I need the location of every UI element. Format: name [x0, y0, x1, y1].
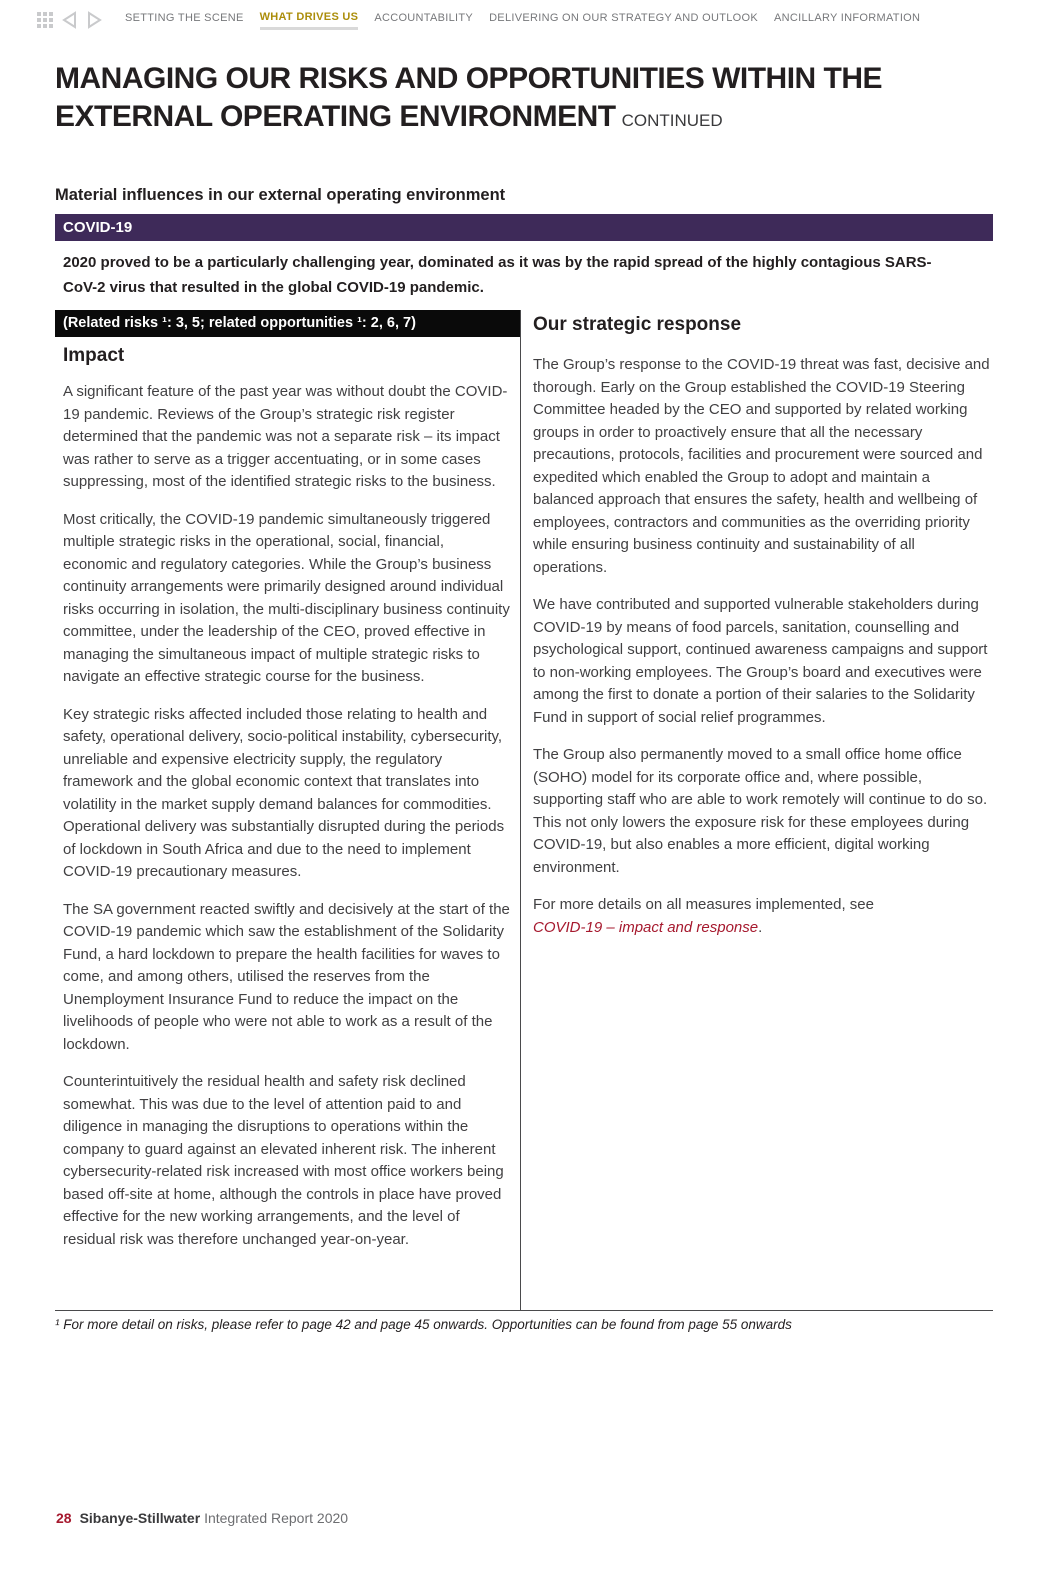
- page-footer: [56, 1510, 348, 1526]
- page-title-text: MANAGING OUR RISKS AND OPPORTUNITIES WITHIN THE EXTERNAL OPERATING ENVIRONMENT: [55, 62, 883, 133]
- link-period: .: [758, 918, 763, 936]
- impact-paragraph: The SA government reacted swiftly and decisively at the start of the COVID-19 pandemic which saw the establishment of the Solidarity Fund, a hard lockdown to prepare the health facilities for waves to come, and among others, utilised the reserves from the Unemployment Insurance Fund to reduce the impact on the livelihoods of people who were not able to work as a result of the lockdown.: [63, 900, 510, 1053]
- nav-tabs: [125, 11, 920, 30]
- grid-menu-icon[interactable]: [37, 12, 53, 28]
- page-number: 28: [56, 1510, 72, 1526]
- impact-paragraph: Most critically, the COVID-19 pandemic simultaneously triggered multiple strategic risks in the operational, social, financial, economic and regulatory categories. While the Group’s business continuity arrangements were primarily designed around individual risks occurring in isolation, the multi-disciplinary business continuity committee, under the leadership of the CEO, proved effective in managing the simultaneous impact of multiple strategic risks to navigate an effective strategic course for the business.: [63, 510, 510, 685]
- response-paragraph: We have contributed and supported vulnerable stakeholders during COVID-19 by means of food parcels, sanitation, counselling and psychological support, continued awareness campaigns and support to non-working employees. The Group’s board and executives were among the first to donate a portion of their salaries to the Solidarity Fund in support of social relief programmes.: [533, 596, 988, 726]
- nav-tab-delivering-strategy[interactable]: DELIVERING ON OUR STRATEGY AND OUTLOOK: [489, 12, 758, 24]
- two-column-body: [55, 310, 993, 1311]
- top-navigation: [37, 8, 1019, 32]
- previous-page-icon[interactable]: [61, 11, 78, 29]
- more-details-line: [533, 894, 993, 939]
- related-risks-bar: (Related risks ¹: 3, 5; related opportunities ¹: 2, 6, 7): [55, 310, 520, 337]
- page-title: [55, 60, 955, 140]
- impact-column: [55, 310, 521, 1310]
- next-page-icon[interactable]: [86, 11, 103, 29]
- report-name: Integrated Report 2020: [204, 1510, 349, 1526]
- nav-tab-accountability[interactable]: ACCOUNTABILITY: [374, 12, 474, 24]
- footer-title: [80, 1510, 348, 1526]
- nav-tab-setting-the-scene[interactable]: SETTING THE SCENE: [125, 12, 244, 24]
- material-influences-heading: Material influences in our external operating environment: [55, 186, 506, 204]
- company-name: Sibanye-Stillwater: [79, 1510, 201, 1526]
- impact-paragraph: Counterintuitively the residual health and safety risk declined somewhat. This was due to the level of attention paid to and diligence in managing the disruptions to operations within the company to guard against an elevated inherent risk. The inherent cybersecurity-related risk increased with most office workers being based off-site at home, although the controls in place have proved effective for the new working arrangements, and the level of residual risk was therefore unchanged year-on-year.: [63, 1073, 504, 1248]
- more-details-text: For more details on all measures implemented, see: [533, 896, 874, 913]
- response-paragraph: The Group also permanently moved to a small office home office (SOHO) model for its corporate office and, where possible, supporting staff who are able to work remotely will continue to do so. This not only lowers the exposure risk for these employees during COVID-19, but also enables a more efficient, digital working environment.: [533, 746, 988, 876]
- nav-tab-ancillary-information[interactable]: ANCILLARY INFORMATION: [774, 12, 921, 24]
- impact-paragraph: A significant feature of the past year was without doubt the COVID-19 pandemic. Reviews of the Group’s strategic risk register determined that the pandemic was not a separate risk – its impact was rather to serve as a trigger accentuating, or in some cases suppressing, most of the identified strategic risks to the business.: [63, 383, 508, 490]
- impact-heading: Impact: [63, 345, 125, 366]
- response-paragraph: The Group’s response to the COVID-19 threat was fast, decisive and thorough. Early on the Group established the COVID-19 Steering Committee headed by the CEO and supported by related working groups in order to proactively ensure that all the necessary precautions, protocols, facilities and procurement were sourced and expedited which enabled the Group to adopt and maintain a balanced approach that ensures the safety, health and wellbeing of employees, contractors and communities as the overriding priority while ensuring business continuity and sustainability of all operations.: [533, 356, 990, 576]
- impact-paragraph: Key strategic risks affected included those relating to health and safety, operational delivery, socio-political instability, cybersecurity, unreliable and expensive electricity supply, the regulatory framework and the global economic context that translates into volatility in the market supply demand balances for commodities. Operational delivery was substantially disrupted during the periods of lockdown in South Africa and due to the need to implement COVID-19 precautionary measures.: [63, 705, 505, 880]
- page-title-continued: CONTINUED: [621, 111, 723, 130]
- nav-tab-what-drives-us[interactable]: WHAT DRIVES US: [260, 11, 359, 30]
- covid-19-banner: COVID-19: [55, 214, 993, 241]
- page-content: [55, 60, 993, 1332]
- covid-intro-text: 2020 proved to be a particularly challenging year, dominated as it was by the rapid spread of the highly contagious SARS-CoV-2 virus that resulted in the global COVID-19 pandemic.: [63, 254, 932, 296]
- strategic-response-heading: Our strategic response: [533, 314, 742, 335]
- risks-footnote: ¹ For more detail on risks, please refer to page 42 and page 45 onwards. Opportunities can be found from page 55 onwards: [55, 1317, 792, 1332]
- covid-impact-response-link[interactable]: COVID-19 – impact and response: [533, 918, 759, 936]
- strategic-response-column: [521, 310, 993, 1310]
